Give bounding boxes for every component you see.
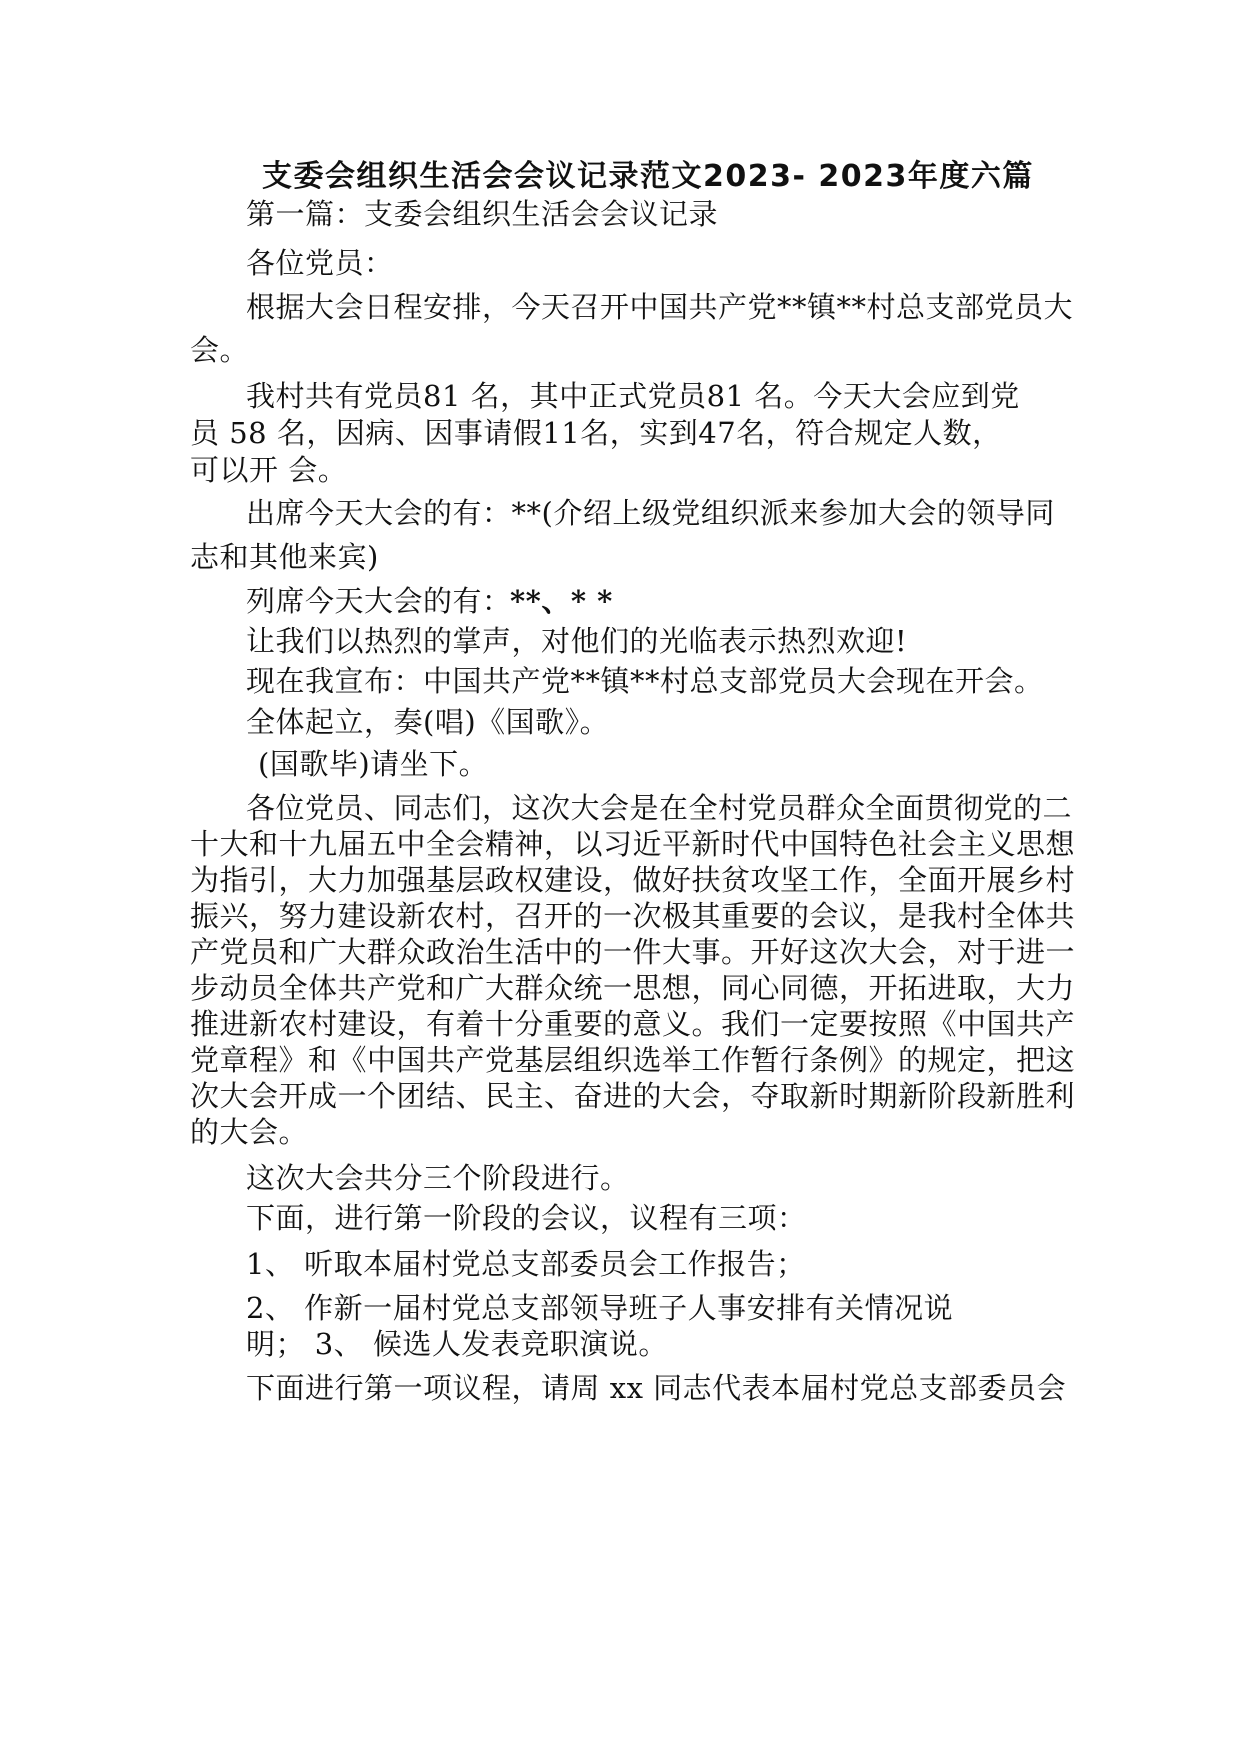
- agenda-item: 1、 听取本届村党总支部委员会工作报告；: [246, 1247, 806, 1281]
- paragraph-line: 振兴，努力建设新农村，召开的一次极其重要的会议，是我村全体共: [190, 899, 1076, 933]
- paragraph-line: 下面，进行第一阶段的会议，议程有三项：: [246, 1201, 807, 1235]
- paragraph-line: 根据大会日程安排，今天召开中国共产党**镇**村总支部党员大: [246, 290, 1074, 324]
- section-heading: 第一篇：支委会组织生活会会议记录: [246, 197, 719, 231]
- paragraph-line: 各位党员、同志们，这次大会是在全村党员群众全面贯彻党的二: [246, 791, 1073, 825]
- agenda-item: 明； 3、 候选人发表竞职演说。: [246, 1327, 668, 1361]
- paragraph-line: 出席今天大会的有：**(介绍上级党组织派来参加大会的领导同: [246, 496, 1055, 530]
- paragraph-line: (国歌毕)请坐下。: [258, 747, 489, 781]
- paragraph-line: 这次大会共分三个阶段进行。: [246, 1161, 630, 1195]
- paragraph-line: 步动员全体共产党和广大群众统一思想，同心同德，开拓进取，大力: [190, 971, 1076, 1005]
- paragraph-line: 党章程》和《中国共产党基层组织选举工作暂行条例》的规定，把这: [190, 1043, 1076, 1077]
- attendee-names: **、* *: [510, 584, 613, 618]
- paragraph-line: 可以开 会。: [190, 453, 348, 487]
- paragraph-line: 产党员和广大群众政治生活中的一件大事。开好这次大会，对于进一: [190, 935, 1076, 969]
- agenda-item: 2、 作新一届村党总支部领导班子人事安排有关情况说: [246, 1291, 954, 1325]
- paragraph-line: 我村共有党员81 名，其中正式党员81 名。今天大会应到党: [246, 379, 1020, 413]
- paragraph-line: 会。: [190, 333, 250, 367]
- paragraph-line: 的大会。: [190, 1115, 309, 1149]
- salutation: 各位党员：: [246, 246, 394, 280]
- paragraph-line: 十大和十九届五中全会精神，以习近平新时代中国特色社会主义思想: [190, 827, 1076, 861]
- paragraph-line: 下面进行第一项议程，请周 xx 同志代表本届村党总支部委员会: [246, 1371, 1067, 1405]
- paragraph-line: 全体起立，奏(唱)《国歌》。: [246, 705, 610, 739]
- paragraph-line: 现在我宣布：中国共产党**镇**村总支部党员大会现在开会。: [246, 664, 1044, 698]
- paragraph-line: 志和其他来宾): [190, 540, 379, 574]
- paragraph-line: 推进新农村建设，有着十分重要的意义。我们一定要按照《中国共产: [190, 1007, 1076, 1041]
- paragraph-line: 让我们以热烈的掌声，对他们的光临表示热烈欢迎!: [246, 624, 908, 658]
- paragraph-line: 员 58 名，因病、因事请假11名，实到47名，符合规定人数，: [190, 416, 1002, 450]
- document-title: 支委会组织生活会会议记录范文2023- 2023年度六篇: [262, 159, 1034, 194]
- paragraph-line: 列席今天大会的有：: [246, 584, 512, 618]
- paragraph-line: 为指引，大力加强基层政权建设，做好扶贫攻坚工作，全面开展乡村: [190, 863, 1076, 897]
- paragraph-line: 次大会开成一个团结、民主、奋进的大会，夺取新时期新阶段新胜利: [190, 1079, 1076, 1113]
